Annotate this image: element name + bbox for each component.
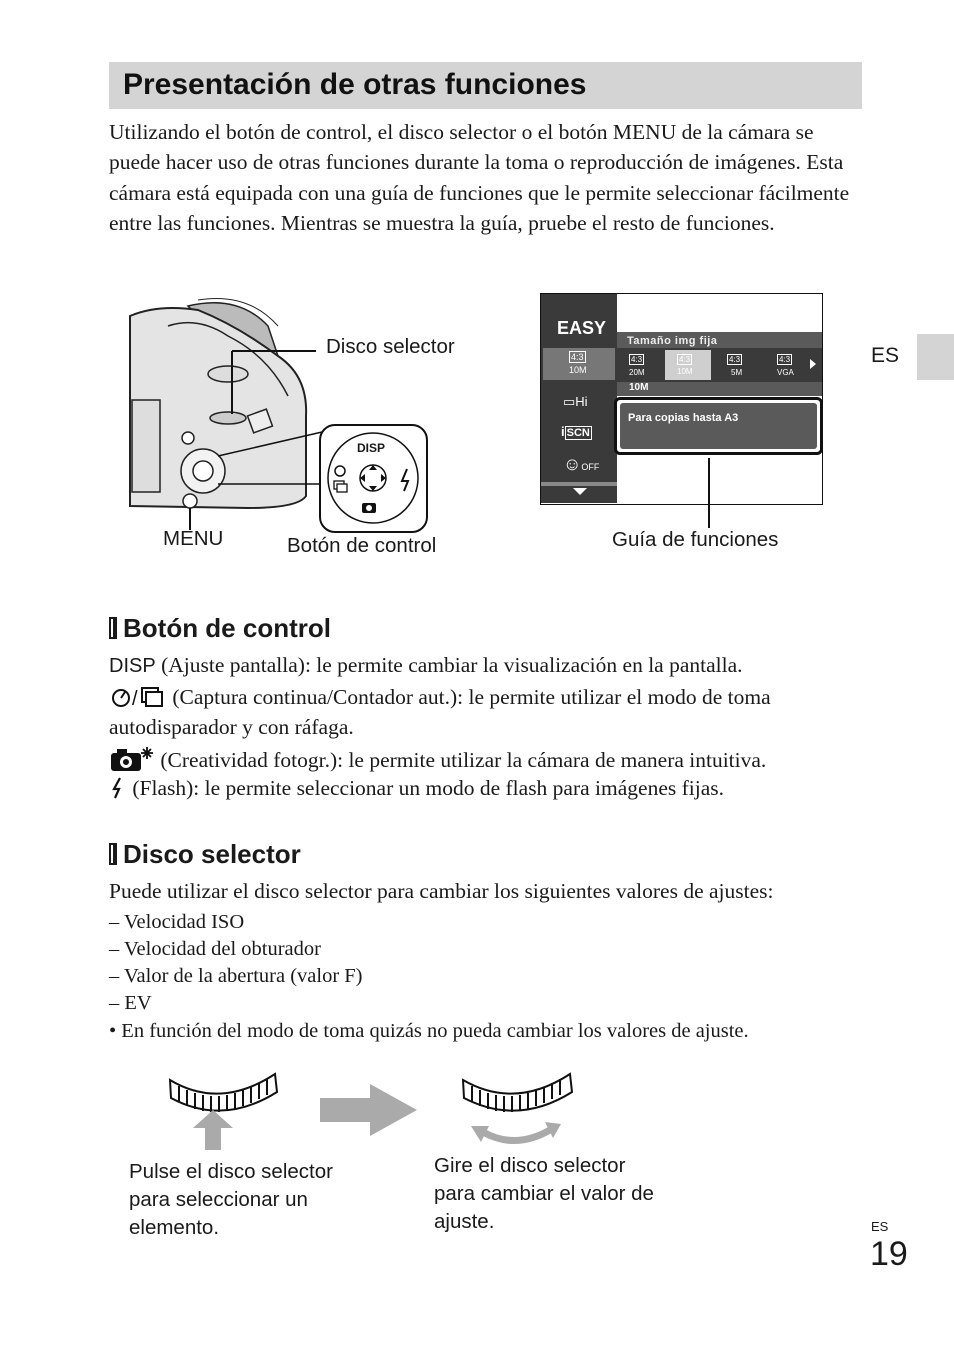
section-heading-boton: Botón de control	[109, 613, 331, 644]
lcd-option-selected: 4:3 10M	[665, 350, 711, 380]
selftimer-burst-icon	[109, 684, 167, 710]
lcd-selected-size: 10M	[629, 382, 649, 393]
lcd-left-selected: 4:3 10M	[543, 348, 615, 380]
lcd-burst-icon: ▭Hi	[563, 394, 588, 409]
label-guia-funciones: Guía de funciones	[612, 528, 779, 551]
side-tab-label: ES	[871, 344, 900, 367]
lcd-easy: EASY	[557, 318, 607, 338]
page-number: 19	[870, 1235, 908, 1273]
lcd-screen	[540, 293, 823, 505]
label-menu: MENU	[163, 527, 224, 550]
flash-icon	[109, 776, 127, 800]
lcd-size-options: 4:3 20M 4:3 10M 4:3 5M 4:3 VGA	[617, 348, 822, 382]
lcd-smile-icon: ☺OFF	[563, 454, 600, 474]
selector-dial-illustration	[165, 1070, 585, 1152]
section-heading-disco: Disco selector	[109, 839, 301, 870]
side-tab	[917, 334, 954, 380]
label-boton-control: Botón de control	[287, 534, 437, 557]
footer-lang: ES	[871, 1219, 889, 1234]
dial-disp-label: DISP	[357, 441, 386, 455]
disco-intro: Puede utilizar el disco selector para cambiar los siguientes valores de ajustes:	[109, 879, 774, 903]
note-item: • En función del modo de toma quizás no pueda cambiar los valores de ajuste.	[109, 1020, 749, 1042]
boton-line-flash: (Flash): le permite seleccionar un modo de flash para imágenes fijas.	[109, 776, 724, 801]
boton-line-disp: DISP (Ajuste pantalla): le permite cambiar la visualización en la pantalla.	[109, 653, 743, 677]
boton-line-creative: (Creatividad fotogr.): le permite utilizar la cámara de manera intuitiva.	[109, 745, 766, 773]
lcd-right-arrow-icon	[810, 359, 816, 369]
caption-press: Pulse el disco selector para seleccionar un elemento.	[129, 1160, 333, 1239]
lcd-option-vga: VGA	[777, 368, 794, 377]
lcd-option-5m: 5M	[731, 368, 743, 377]
intro-paragraph: Utilizando el botón de control, el disco selector o el botón MENU de la cámara se puede hacer uso de otras funciones durante la toma o reproducción de imágenes. Esta cámara está equipada con una guía de funciones que le permite seleccionar fácilmente entre las funciones. Mientras se muestra la guía, pruebe el resto de funciones.	[109, 120, 850, 235]
list-item: – EV	[109, 992, 152, 1014]
section-marker-icon	[109, 617, 117, 639]
boton-line-burst: / (Captura continua/Contador aut.): le permite utilizar el modo de toma	[109, 684, 771, 710]
list-item: – Velocidad del obturador	[109, 938, 321, 960]
lcd-guide-text: Para copias hasta A3	[628, 412, 739, 424]
guide-callout-line	[708, 458, 710, 528]
svg-text:/: /	[132, 688, 138, 710]
label-disco-selector: Disco selector	[326, 335, 455, 358]
title-bar	[109, 62, 862, 109]
page-title: Presentación de otras funciones	[123, 68, 587, 101]
list-item: – Velocidad ISO	[109, 911, 245, 933]
list-item: – Valor de la abertura (valor F)	[109, 965, 363, 987]
creative-photo-icon	[109, 745, 155, 773]
section-marker-icon	[109, 843, 117, 865]
lcd-guide-frame	[614, 397, 823, 455]
lcd-option-10m: 10M	[677, 367, 693, 376]
lcd-down-arrow-icon	[573, 488, 587, 495]
boton-line-burst-cont: autodisparador y con ráfaga.	[109, 715, 354, 739]
lcd-iscn-icon: i SCN	[561, 424, 590, 439]
lcd-panel-header: Tamaño img fija	[617, 332, 822, 352]
lcd-option-20m: 20M	[629, 368, 645, 377]
caption-turn: Gire el disco selector para cambiar el valor de ajuste.	[434, 1154, 654, 1233]
